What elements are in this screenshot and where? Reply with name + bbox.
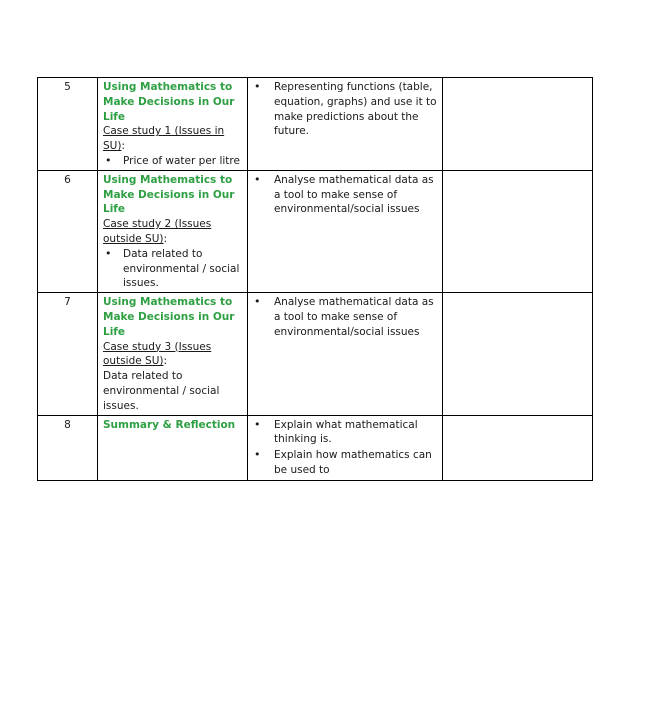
case-study-line xyxy=(103,217,242,247)
case-study-label: Case study 3 (Issues outside SU) xyxy=(103,340,212,368)
outcomes-list xyxy=(253,295,437,339)
case-study-label: Case study 1 (Issues in SU) xyxy=(103,125,225,153)
topic-bullet: • Data related to environmental / social issues. xyxy=(103,247,242,291)
week-number-cell xyxy=(38,78,98,171)
course-schedule-table xyxy=(37,77,593,481)
topic-bullet-list xyxy=(103,154,242,169)
topic-title-line2: Make Decisions in Our Life xyxy=(103,95,235,123)
outcomes-list xyxy=(253,173,437,217)
topic-bullet: • Price of water per litre xyxy=(103,154,242,169)
notes-cell xyxy=(443,293,593,415)
outcomes-cell xyxy=(248,415,443,480)
topic-cell xyxy=(98,78,248,171)
topic-title: Summary & Reflection xyxy=(103,418,236,431)
week-number: 6 xyxy=(64,173,71,186)
week-number-cell xyxy=(38,170,98,292)
topic-text: Data related to environmental / social issues. xyxy=(103,370,220,412)
table-row xyxy=(38,293,593,415)
outcome-item: • Analyse mathematical data as a tool to make sense of environmental/social issues xyxy=(253,295,437,339)
week-number-cell xyxy=(38,415,98,480)
topic-cell xyxy=(98,415,248,480)
case-study-colon: : xyxy=(163,232,168,245)
outcome-item: • Analyse mathematical data as a tool to make sense of environmental/social issues xyxy=(253,173,437,217)
outcome-item: • Representing functions (table, equation, graphs) and use it to make predictions about the future. xyxy=(253,80,437,139)
notes-cell xyxy=(443,170,593,292)
topic-cell xyxy=(98,293,248,415)
case-study-line xyxy=(103,124,242,154)
outcomes-list xyxy=(253,80,437,139)
outcomes-cell xyxy=(248,78,443,171)
topic-title-line1: Using Mathematics to xyxy=(103,81,233,93)
table-row xyxy=(38,78,593,171)
outcomes-cell xyxy=(248,170,443,292)
case-study-line xyxy=(103,340,242,370)
topic-cell xyxy=(98,170,248,292)
week-number: 5 xyxy=(64,81,71,93)
table-row xyxy=(38,415,593,480)
week-number: 8 xyxy=(64,418,71,431)
topic-bullet-list xyxy=(103,247,242,291)
case-study-label: Case study 2 (Issues outside SU) xyxy=(103,218,212,245)
week-number: 7 xyxy=(64,296,71,309)
outcome-item: • Explain what mathematical thinking is. xyxy=(253,418,437,448)
topic-title-line2: Make Decisions in Our Life xyxy=(103,188,235,216)
table-row xyxy=(38,170,593,292)
outcomes-cell xyxy=(248,293,443,415)
case-study-colon: : xyxy=(163,355,168,368)
outcome-item: • Explain how mathematics can be used to xyxy=(253,448,437,478)
notes-cell xyxy=(443,415,593,480)
topic-title-line1: Using Mathematics to xyxy=(103,173,233,186)
topic-title-line2: Make Decisions in Our Life xyxy=(103,310,235,338)
outcomes-list xyxy=(253,418,437,478)
notes-cell xyxy=(443,78,593,171)
case-study-colon: : xyxy=(121,140,125,153)
topic-title-line1: Using Mathematics to xyxy=(103,296,233,309)
week-number-cell xyxy=(38,293,98,415)
